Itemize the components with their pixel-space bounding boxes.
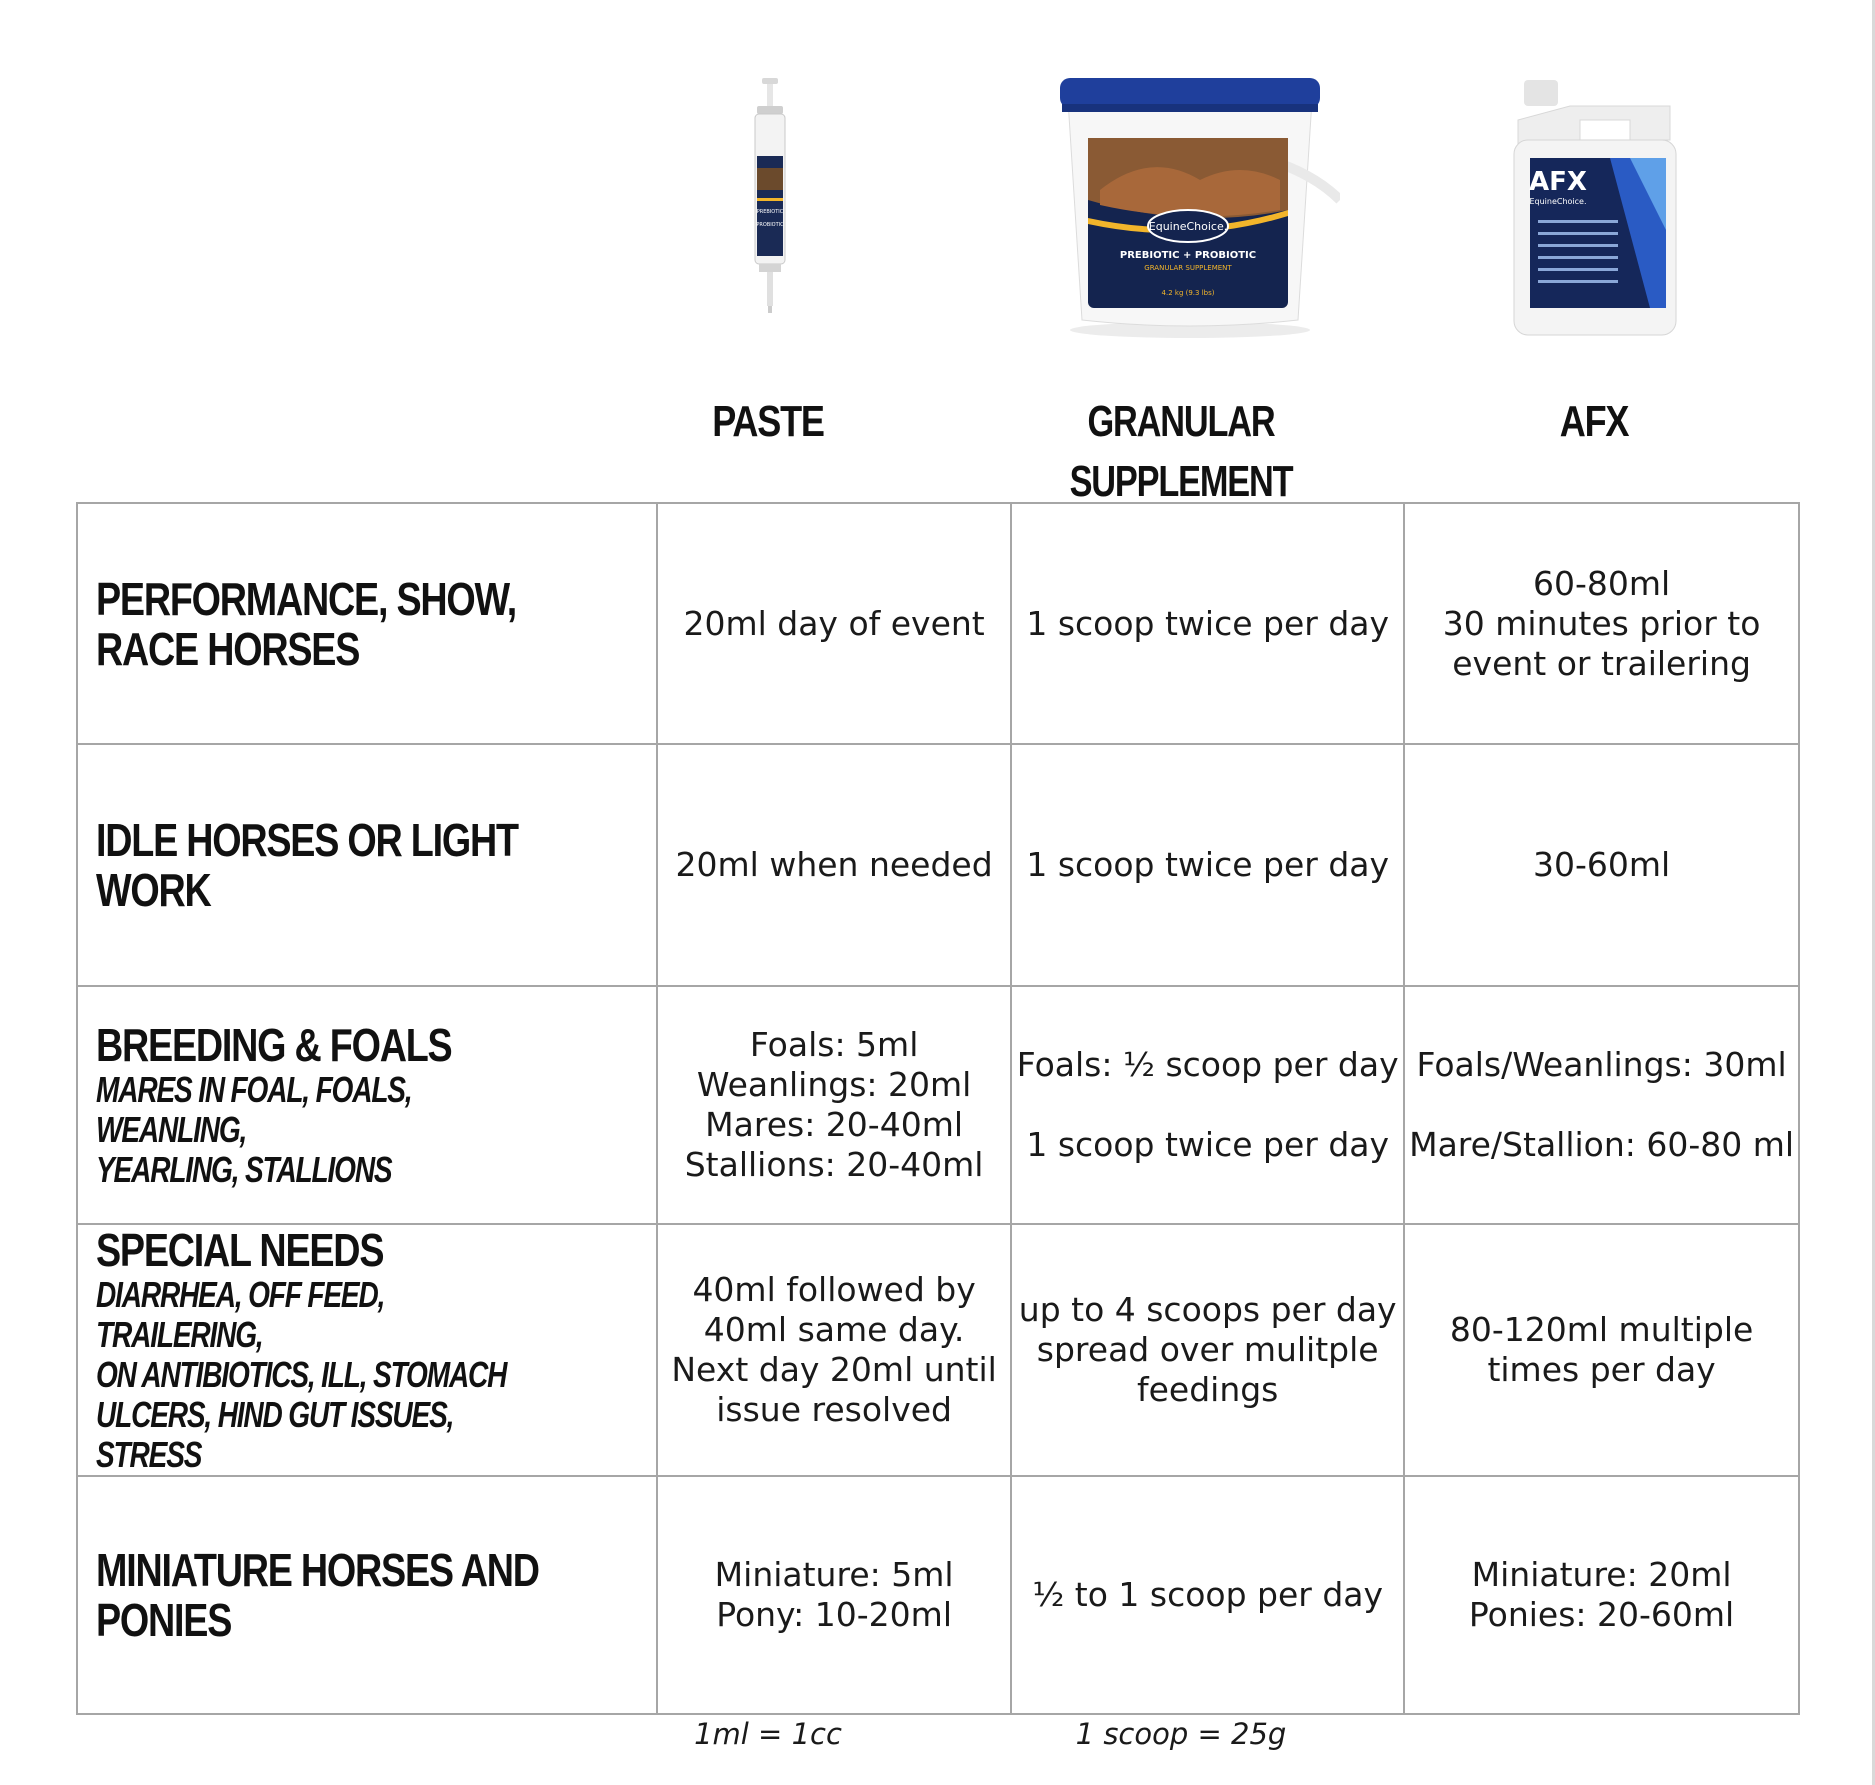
svg-text:PREBIOTIC: PREBIOTIC [756, 209, 784, 215]
paste-dosage-cell [657, 1476, 1011, 1714]
afx-dosage-cell [1404, 744, 1799, 986]
granular-dosage-cell [1011, 986, 1404, 1224]
table-row [77, 1476, 1799, 1714]
dosage-line: Miniature: 20ml [1471, 1555, 1732, 1594]
granular-dosage-cell [1011, 503, 1404, 744]
dosage-line: Mares: 20-40ml [705, 1105, 964, 1144]
bucket-weight-text: 4.2 kg (9.3 lbs) [1161, 289, 1215, 297]
category-title-line: PERFORMANCE, SHOW, [96, 572, 517, 625]
dosage-line: 1 scoop twice per day [1026, 1125, 1390, 1164]
bucket-subtitle-text: GRANULAR SUPPLEMENT [1144, 264, 1232, 272]
category-subtitle-line: YEARLING, STALLIONS [96, 1149, 392, 1190]
dosage-line: 20ml when needed [675, 845, 993, 884]
dosage-line: 30-60ml [1532, 845, 1671, 884]
dosage-line: ½ to 1 scoop per day [1032, 1575, 1384, 1614]
category-cell [77, 744, 657, 986]
paste-conversion-footnote: 1ml = 1cc [694, 1717, 842, 1751]
dosage-line: 1 scoop twice per day [1026, 603, 1390, 643]
svg-text:PROBIOTIC: PROBIOTIC [756, 222, 784, 228]
bucket-title-text: PREBIOTIC + PROBIOTIC [1119, 250, 1257, 261]
dosage-line: Next day 20ml until [671, 1350, 997, 1389]
dosage-table [76, 502, 1800, 1715]
afx-dosage-cell [1404, 986, 1799, 1224]
dosage-line: Ponies: 20-60ml [1468, 1595, 1735, 1634]
dosage-line: 40ml followed by [692, 1270, 976, 1309]
dosage-line: 80-120ml multiple [1449, 1310, 1754, 1349]
line-spacer [1405, 1085, 1798, 1125]
dosage-line: 60-80ml [1532, 563, 1671, 603]
granular-dosage-cell [1011, 1224, 1404, 1476]
paste-dosage-cell [657, 503, 1011, 744]
dosage-line: 20ml day of event [683, 603, 985, 643]
paste-dosage-cell [657, 986, 1011, 1224]
category-title-line: IDLE HORSES OR LIGHT [96, 814, 518, 866]
dosage-line: 40ml same day. [703, 1310, 965, 1349]
dosage-line: Pony: 10-20ml [716, 1595, 952, 1634]
dosage-line: Stallions: 20-40ml [684, 1145, 984, 1184]
bucket-brand-text: EquineChoice. [1148, 220, 1228, 233]
column-header-granular: GRANULAR SUPPLEMENT [1069, 397, 1293, 506]
afx-jug-image [1510, 80, 1680, 345]
dosage-line: 30 minutes prior to [1442, 603, 1761, 643]
afx-dosage-cell [1404, 1224, 1799, 1476]
dosage-line: 1 scoop twice per day [1026, 845, 1390, 884]
jug-sub-text: EquineChoice. [1529, 197, 1587, 206]
table-row [77, 503, 1799, 744]
table-row [77, 1224, 1799, 1476]
granular-conversion-footnote: 1 scoop = 25g [1075, 1717, 1287, 1751]
dosage-line: Miniature: 5ml [714, 1555, 954, 1594]
category-subtitle-line: DIARRHEA, OFF FEED, TRAILERING, [96, 1274, 385, 1355]
dosage-line: spread over mulitple [1036, 1330, 1379, 1369]
category-title-line: MINIATURE HORSES AND [96, 1544, 539, 1596]
dosage-line: Foals: 5ml [749, 1025, 919, 1064]
category-cell [77, 503, 657, 744]
category-title-line: BREEDING & FOALS [96, 1019, 452, 1071]
category-cell [77, 1224, 657, 1476]
afx-dosage-cell [1404, 1476, 1799, 1714]
category-cell [77, 1476, 657, 1714]
category-title-line: RACE HORSES [96, 622, 360, 675]
dosage-line: Foals/Weanlings: 30ml [1416, 1045, 1787, 1084]
dosage-line: Mare/Stallion: 60-80 ml [1409, 1125, 1795, 1164]
category-title-line: PONIES [96, 1594, 232, 1646]
dosage-line: times per day [1487, 1350, 1716, 1389]
afx-dosage-cell [1404, 503, 1799, 744]
paste-dosage-cell [657, 744, 1011, 986]
dosage-line: issue resolved [716, 1390, 952, 1429]
category-subtitle-line: ULCERS, HIND GUT ISSUES, STRESS [96, 1394, 454, 1475]
table-row [77, 744, 1799, 986]
column-header-paste: PASTE [712, 397, 824, 446]
column-header-afx: AFX [1559, 397, 1629, 446]
granular-bucket-image [1040, 40, 1340, 340]
paste-dosage-cell [657, 1224, 1011, 1476]
category-subtitle-line: ON ANTIBIOTICS, ILL, STOMACH [96, 1354, 507, 1395]
dosage-line: Foals: ½ scoop per day [1016, 1045, 1399, 1084]
category-title-line: WORK [96, 864, 211, 916]
dosage-line: event or trailering [1452, 643, 1751, 683]
table-row [77, 986, 1799, 1224]
dosage-line: Weanlings: 20ml [696, 1065, 972, 1104]
category-subtitle-line: MARES IN FOAL, FOALS, WEANLING, [96, 1069, 412, 1150]
granular-dosage-cell [1011, 1476, 1404, 1714]
jug-brand-text: AFX [1529, 167, 1587, 197]
granular-dosage-cell [1011, 744, 1404, 986]
category-cell [77, 986, 657, 1224]
category-title-line: SPECIAL NEEDS [96, 1224, 384, 1276]
line-spacer [1012, 1085, 1403, 1125]
dosage-line: feedings [1136, 1370, 1279, 1409]
dosage-line: up to 4 scoops per day [1018, 1290, 1397, 1329]
paste-syringe-image [745, 78, 795, 313]
